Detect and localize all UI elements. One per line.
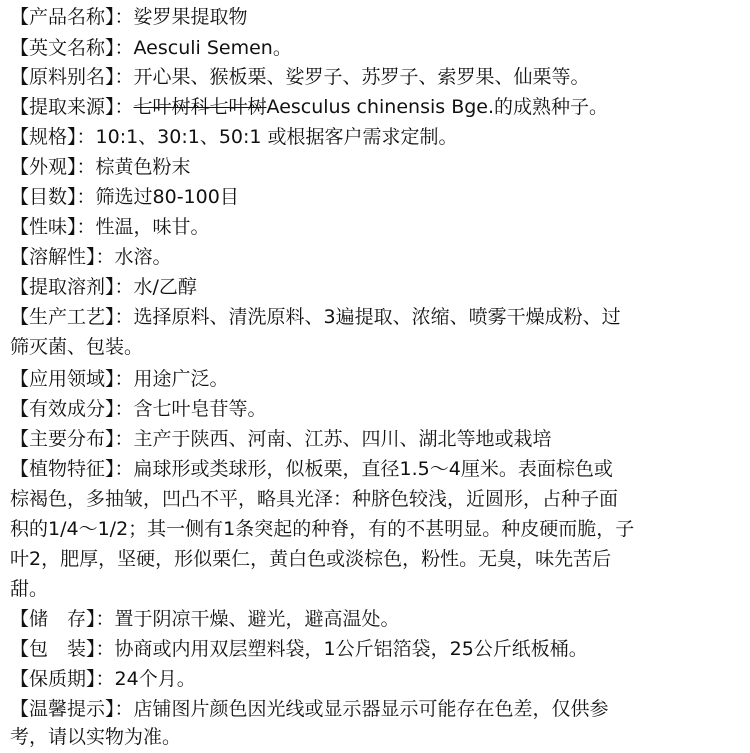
field-label: 【储 存】： (10, 608, 115, 630)
field-notice (10, 694, 740, 725)
field-label: 【植物特征】： (10, 458, 134, 480)
field-aliases (10, 62, 740, 93)
field-process (10, 302, 740, 333)
field-nature-taste (10, 212, 740, 243)
field-value: 主产于陕西、河南、江苏、四川、湖北等地或栽培 (133, 428, 552, 450)
field-value-struck: 七叶树科七叶树 (133, 96, 267, 118)
field-solubility (10, 242, 740, 273)
field-value: 水/乙醇 (133, 276, 197, 298)
field-value: 24个月。 (114, 668, 196, 690)
field-label: 【温馨提示】： (10, 698, 134, 720)
field-value-line: 店铺图片颜色因光线或显示器显示可能存在色差，仅供参 (133, 698, 609, 720)
field-label: 【规格】： (10, 126, 96, 148)
field-value: 协商或内用双层塑料袋，1公斤铝箔袋，25公斤纸板桶。 (114, 638, 588, 660)
field-value-line: 考，请以实物为准。 (10, 726, 182, 748)
field-appearance (10, 152, 740, 183)
field-value: 10:1、30:1、50:1 或根据客户需求定制。 (95, 126, 458, 148)
field-packaging (10, 634, 740, 665)
field-application (10, 364, 740, 395)
field-value-line: 扁球形或类球形，似板栗，直径1.5～4厘米。表面棕色或 (133, 458, 613, 480)
field-label: 【生产工艺】： (10, 306, 134, 328)
field-plant-features-continued (10, 544, 740, 575)
field-solvent (10, 272, 740, 303)
field-label: 【主要分布】： (10, 428, 134, 450)
field-product-name (10, 2, 740, 33)
field-value: 水溶。 (114, 246, 172, 268)
field-process-continued (10, 332, 740, 363)
field-specification (10, 122, 740, 153)
field-value: 用途广泛。 (133, 368, 229, 390)
field-label: 【性味】： (10, 216, 96, 238)
field-label: 【提取溶剂】： (10, 276, 134, 298)
field-mesh (10, 182, 740, 213)
field-distribution (10, 424, 740, 455)
field-value: Aesculi Semen。 (133, 37, 292, 59)
field-label: 【有效成分】： (10, 398, 134, 420)
field-value: 性温，味甘。 (95, 216, 210, 238)
field-value: 含七叶皂苷等。 (133, 398, 267, 420)
field-value-line: 选择原料、清洗原料、3遍提取、浓缩、喷雾干燥成粉、过 (133, 306, 621, 328)
field-label: 【应用领域】： (10, 368, 134, 390)
field-label: 【溶解性】： (10, 246, 115, 268)
field-plant-features (10, 454, 740, 485)
field-label: 【英文名称】： (10, 37, 134, 59)
field-value-line: 棕褐色，多抽皱，凹凸不平，略具光泽：种脐色较浅，近圆形，占种子面 (10, 488, 619, 510)
field-label: 【提取来源】： (10, 96, 134, 118)
field-label: 【目数】： (10, 186, 96, 208)
field-value: 娑罗果提取物 (133, 6, 248, 28)
field-value-line: 筛灭菌、包装。 (10, 336, 144, 358)
field-source (10, 92, 740, 123)
field-value: Aesculus chinensis Bge.的成熟种子。 (266, 96, 609, 118)
field-active-ingredient (10, 394, 740, 425)
field-label: 【保质期】： (10, 668, 115, 690)
field-english-name (10, 33, 740, 64)
field-label: 【产品名称】： (10, 6, 134, 28)
field-plant-features-continued (10, 574, 740, 605)
field-value-line: 积的1/4～1/2；其一侧有1条突起的种脊，有的不甚明显。种皮硬而脆，子 (10, 518, 635, 540)
field-value: 开心果、猴板栗、娑罗子、苏罗子、索罗果、仙栗等。 (133, 66, 590, 88)
field-shelf-life (10, 664, 740, 695)
field-plant-features-continued (10, 514, 740, 545)
field-notice-continued (10, 722, 740, 753)
field-label: 【外观】： (10, 156, 96, 178)
field-storage (10, 604, 740, 635)
field-label: 【原料别名】： (10, 66, 134, 88)
field-value-line: 叶2，肥厚，坚硬，形似栗仁，黄白色或淡棕色，粉性。无臭，味先苦后 (10, 548, 612, 570)
field-value: 筛选过80-100目 (95, 186, 239, 208)
field-label: 【包 装】： (10, 638, 115, 660)
field-plant-features-continued (10, 484, 740, 515)
field-value: 棕黄色粉末 (95, 156, 191, 178)
field-value-line: 甜。 (10, 578, 49, 600)
field-value: 置于阴凉干燥、避光，避高温处。 (114, 608, 400, 630)
